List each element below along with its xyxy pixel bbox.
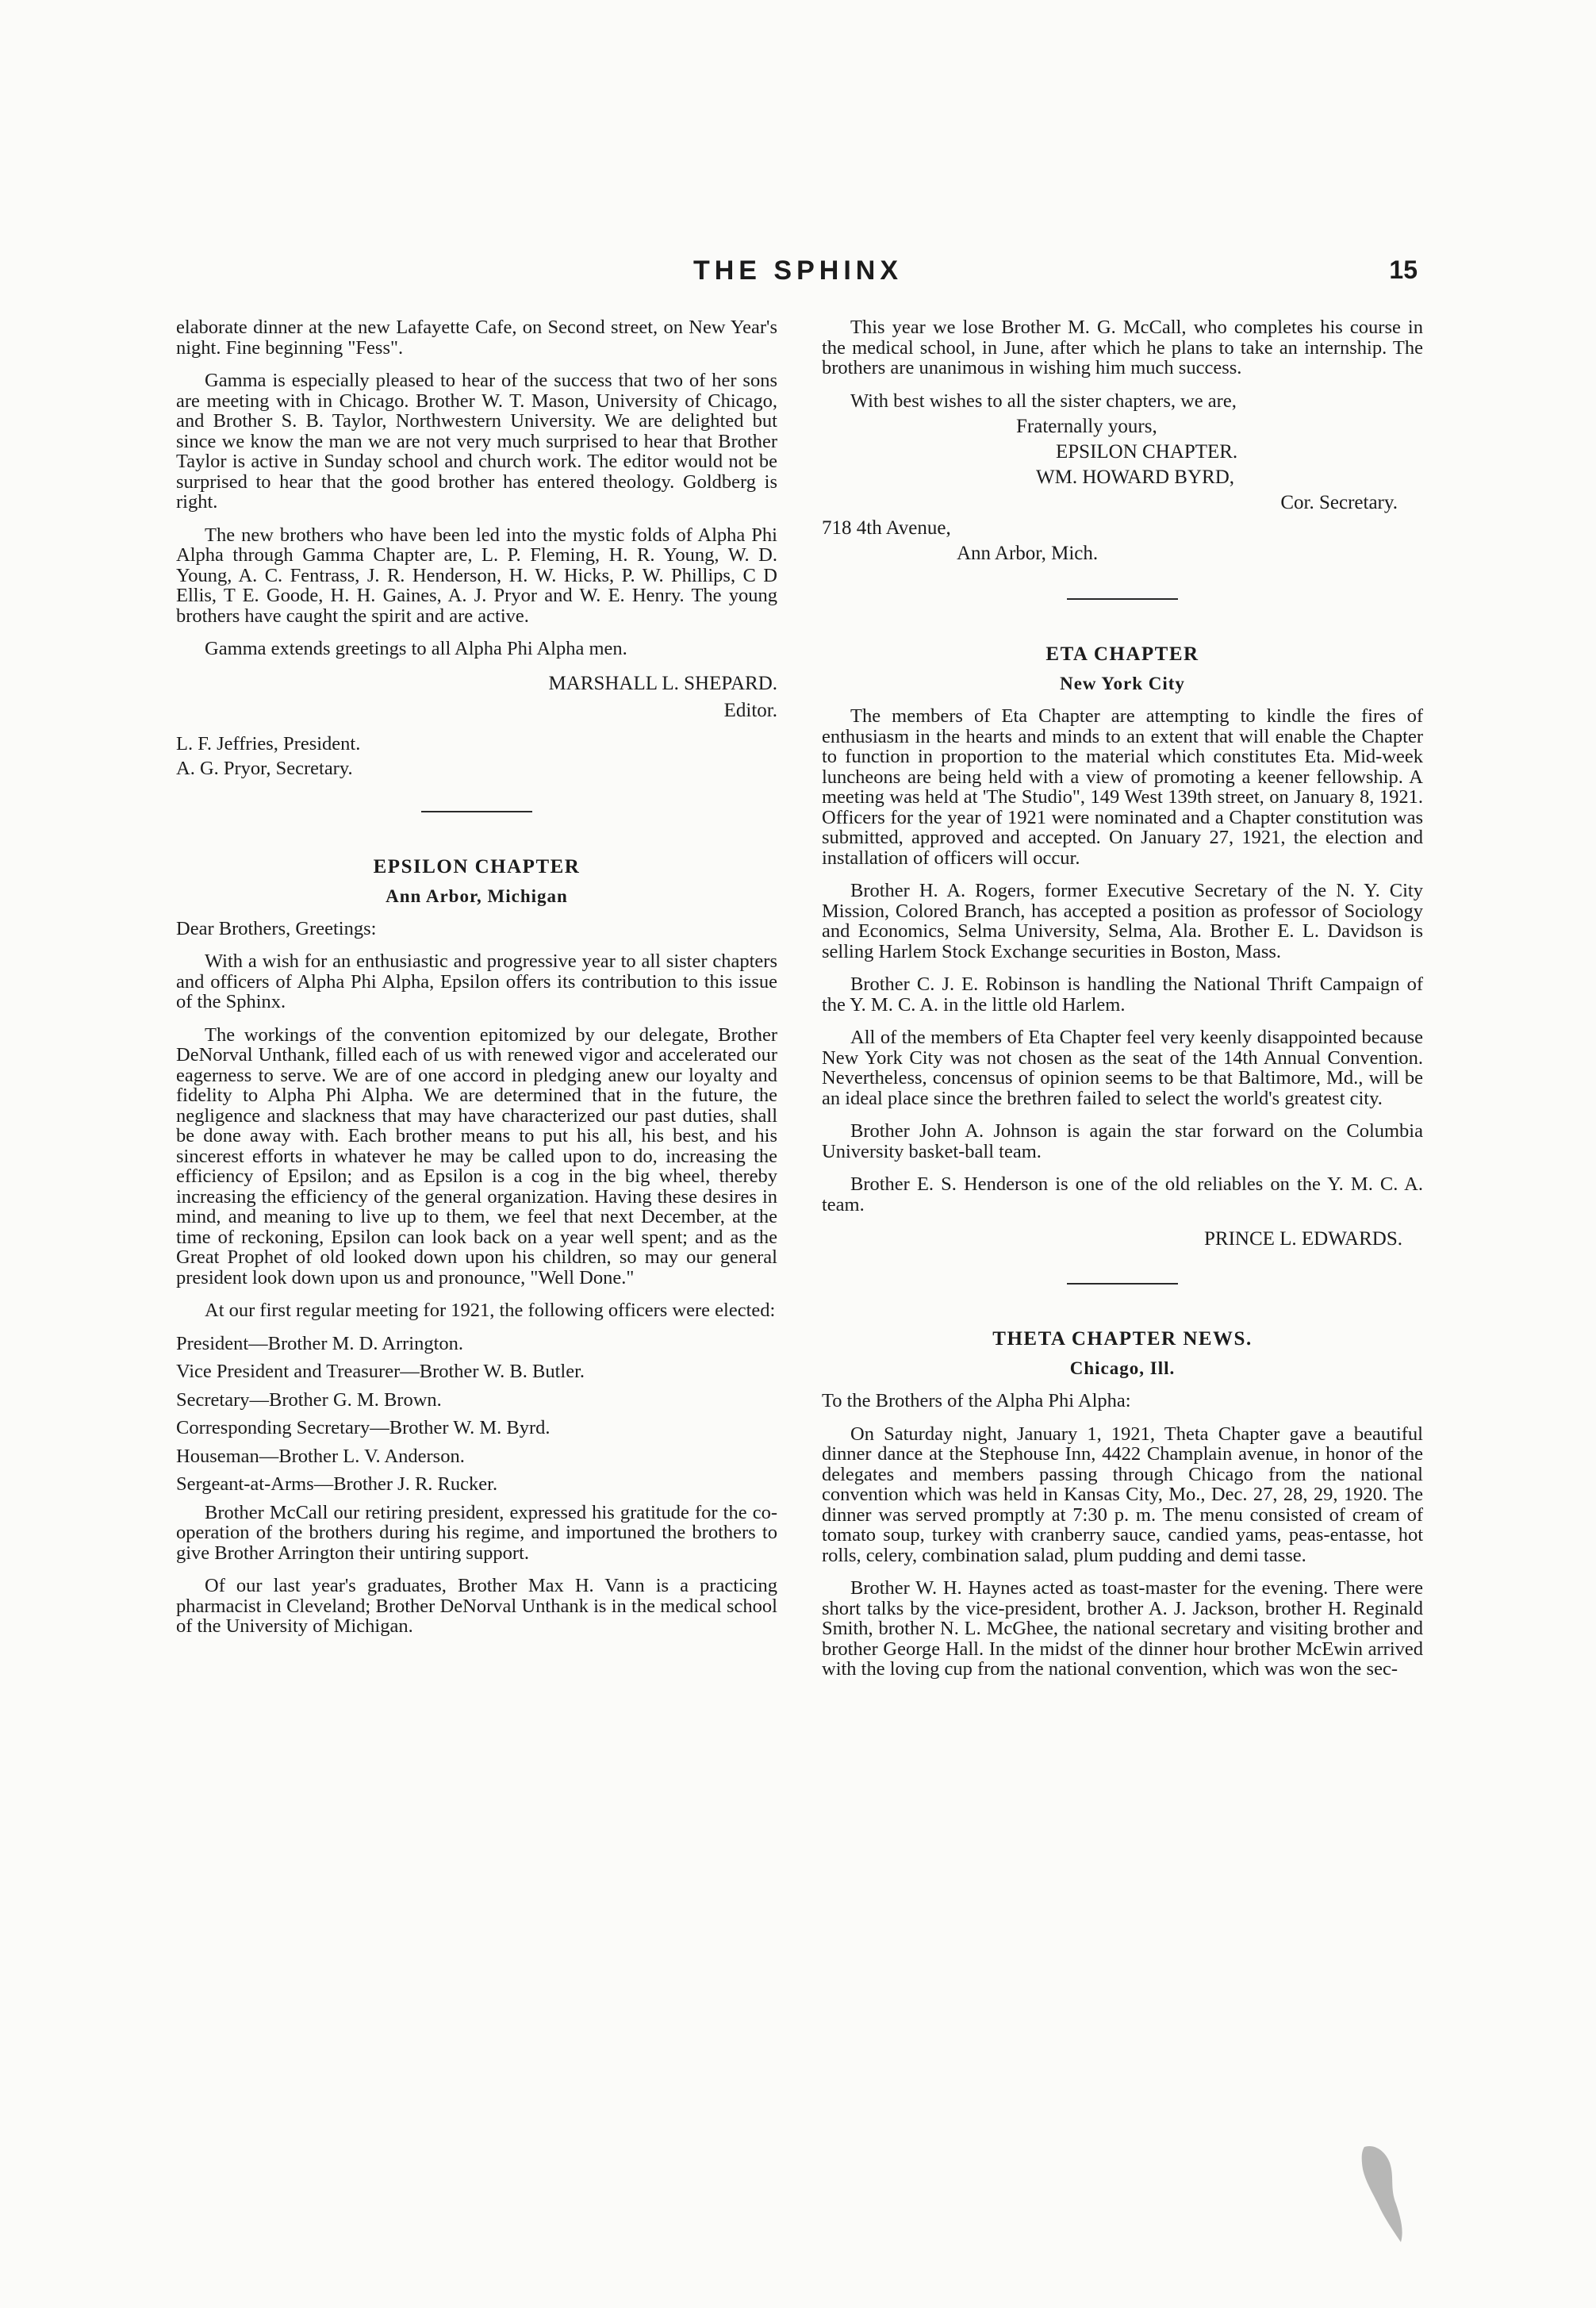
officer-entry: Vice President and Treasurer—Brother W. B. Butler. (176, 1361, 585, 1382)
officer-entry: Sergeant-at-Arms—Brother J. R. Rucker. (176, 1473, 498, 1495)
signature-line: EPSILON CHAPTER. (1056, 441, 1238, 463)
paragraph: With a wish for an enthusiastic and progressive year to all sister chapters and officers of Alpha Phi Alpha, Epsilon offers its contribution to this issue of the Sphinx. (176, 950, 777, 1012)
address-line: 718 4th Avenue, (822, 517, 951, 539)
paragraph: On Saturday night, January 1, 1921, Theta Chapter gave a beautiful dinner dance at the Stephouse Inn, 4422 Champlain avenue, in honor of the delegates and members passing through Chicago from the national convention which was held in Kansas City, Mo., Dec. 27, 28, 29, 1920. The dinner was served promptly at 7:30 p. m. The menu consisted of cream of tomato soup, turkey with cranberry sauce, candied yams, peas-entasse, hot rolls, celery, combination salad, plum pudding and demi tasse. (822, 1423, 1423, 1566)
section-divider (421, 811, 532, 812)
paragraph: With best wishes to all the sister chapters, we are, (850, 390, 1237, 412)
officer-entry: President—Brother M. D. Arrington. (176, 1332, 464, 1354)
scan-smudge-mark (1358, 2142, 1406, 2245)
paragraph: Brother C. J. E. Robinson is handling the National Thrift Campaign of the Y. M. C. A. in the little old Harlem. (822, 974, 1423, 1016)
salutation: Dear Brothers, Greetings: (176, 917, 377, 939)
officer-line: A. G. Pryor, Secretary. (176, 758, 353, 779)
paragraph: The members of Eta Chapter are attempting to kindle the fires of enthusiasm in the hearts and minds to an extent that will enable the Chapter to function in proportion to the material which constitutes Eta. Mid-week luncheons are being held with a view of promoting a keener fellowship. A meeting was held at 'The Studio", 149 West 139th street, on January 8, 1921. Officers for the year of 1921 were nominated and a Chapter constitution was submitted, approved and accepted. On January 27, 1921, the election and installation of officers will occur. (822, 705, 1423, 869)
officer-line: L. F. Jeffries, President. (176, 732, 361, 755)
signature-name: PRINCE L. EDWARDS. (1203, 1228, 1402, 1250)
address-line: Ann Arbor, Mich. (957, 543, 1099, 564)
officer-entry: Houseman—Brother L. V. Anderson. (176, 1445, 465, 1467)
paragraph: elaborate dinner at the new Lafayette Cafe, on Second street, on New Year's night. Fine beginning "Fess". (176, 317, 777, 359)
signature-name: MARSHALL L. SHEPARD. (548, 672, 777, 694)
signature-line: WM. HOWARD BYRD, (1036, 467, 1234, 488)
signature-title: Editor. (723, 699, 777, 721)
paragraph: Brother John A. Johnson is again the star forward on the Columbia University basket-ball team. (822, 1120, 1423, 1162)
officer-entry: Secretary—Brother G. M. Brown. (176, 1388, 442, 1411)
signature-block (822, 414, 1423, 566)
paragraph: Of our last year's graduates, Brother Max H. Vann is a practicing pharmacist in Cleveland; Brother DeNorval Unthank is in the medical school of the University of Michigan. (176, 1575, 777, 1637)
section-subheading: Chicago, Ill. (1069, 1358, 1176, 1378)
section-heading: THETA CHAPTER NEWS. (992, 1328, 1253, 1350)
paragraph: Brother W. H. Haynes acted as toast-master for the evening. There were short talks by the vice-president, brother A. J. Jackson, brother H. Reginald Smith, brother N. L. McGhee, the national secretary and visiting brother and brother George Hall. In the midst of the dinner hour brother McEwin arrived with the loving cup from the national convention, which was won the sec- (822, 1577, 1423, 1680)
section-heading: ETA CHAPTER (1045, 643, 1199, 665)
paragraph: Brother E. S. Henderson is one of the old reliables on the Y. M. C. A. team. (822, 1173, 1423, 1215)
section-divider (1067, 1283, 1178, 1285)
paragraph: Brother McCall our retiring president, expressed his gratitude for the co-operation of the brothers during his regime, and importuned the brothers to give Brother Arrington their untiring support. (176, 1501, 777, 1564)
signature-line: Cor. Secretary. (1280, 492, 1398, 513)
page-number: 15 (1389, 255, 1418, 284)
paragraph: The workings of the convention epitomized by our delegate, Brother DeNorval Unthank, filled each of us with renewed vigor and accelerated our eagerness to serve. We are of one accord in pledging anew our loyalty and fidelity to Alpha Phi Alpha. We are determined that in the future, the negligence and slackness that may have characterized our past duties, shall be done away with. Each brother means to put his all, his best, and his sincerest efforts in whatever he may be called upon to do, increasing the efficiency of Epsilon; and as Epsilon is a cog in the big wheel, thereby increasing the efficiency of the general organization. Having these desires in mind, and meaning to live up to them, we feel that next December, at the time of reckoning, Epsilon can look back on a year well spent; and as the Great Prophet of old looked down upon his children, so may our general president look down upon us and pronounce, "Well Done." (176, 1023, 777, 1288)
paragraph: At our first regular meeting for 1921, the following officers were elected: (205, 1300, 776, 1321)
right-column (822, 317, 1423, 1692)
section-subheading: New York City (1060, 674, 1185, 693)
officer-entry: Corresponding Secretary—Brother W. M. Byrd. (176, 1417, 551, 1438)
section-divider (1067, 598, 1178, 600)
paragraph: This year we lose Brother M. G. McCall, who completes his course in the medical school, in June, after which he plans to take an internship. The brothers are unanimous in wishing him much success. (822, 317, 1423, 378)
paragraph: All of the members of Eta Chapter feel very keenly disappointed because New York City was not chosen as the seat of the 14th Annual Convention. Nevertheless, concensus of opinion seems to be that Baltimore, Md., will be an ideal place since the brethren failed to select the world's greatest city. (822, 1027, 1423, 1109)
signature-line: Fraternally yours, (1016, 416, 1157, 437)
running-head (0, 255, 1596, 287)
paragraph: The new brothers who have been led into the mystic folds of Alpha Phi Alpha through Gamma Chapter are, L. P. Fleming, H. R. Young, W. D. Young, A. C. Fentrass, J. R. Henderson, H. W. Hicks, P. W. Phillips, C D Ellis, T E. Goode, H. H. Gaines, A. J. Pryor and W. E. Henry. The young brothers have caught the spirit and are active. (176, 524, 777, 627)
salutation: To the Brothers of the Alpha Phi Alpha: (822, 1390, 1131, 1411)
paragraph: Gamma extends greetings to all Alpha Phi Alpha men. (205, 638, 627, 659)
journal-title: THE SPHINX (692, 255, 904, 286)
left-column (176, 317, 777, 1649)
section-heading: EPSILON CHAPTER (373, 855, 581, 878)
paragraph: Gamma is especially pleased to hear of the success that two of her sons are meeting with in Chicago. Brother W. T. Mason, University of Chicago, and Brother S. B. Taylor, Northwestern University. We are delighted but since we know the man we are not very much surprised to hear that Brother Taylor is active in Sunday school and church work. The editor would not be surprised to hear that the good brother has entered theology. Goldberg is right. (176, 370, 777, 513)
section-subheading: Ann Arbor, Michigan (386, 885, 568, 906)
paragraph: Brother H. A. Rogers, former Executive Secretary of the N. Y. City Mission, Colored Branch, has accepted a position as professor of Sociology and Economics, Selma University, Selma, Ala. Brother E. L. Davidson is selling Harlem Stock Exchange securities in Boston, Mass. (822, 880, 1423, 962)
